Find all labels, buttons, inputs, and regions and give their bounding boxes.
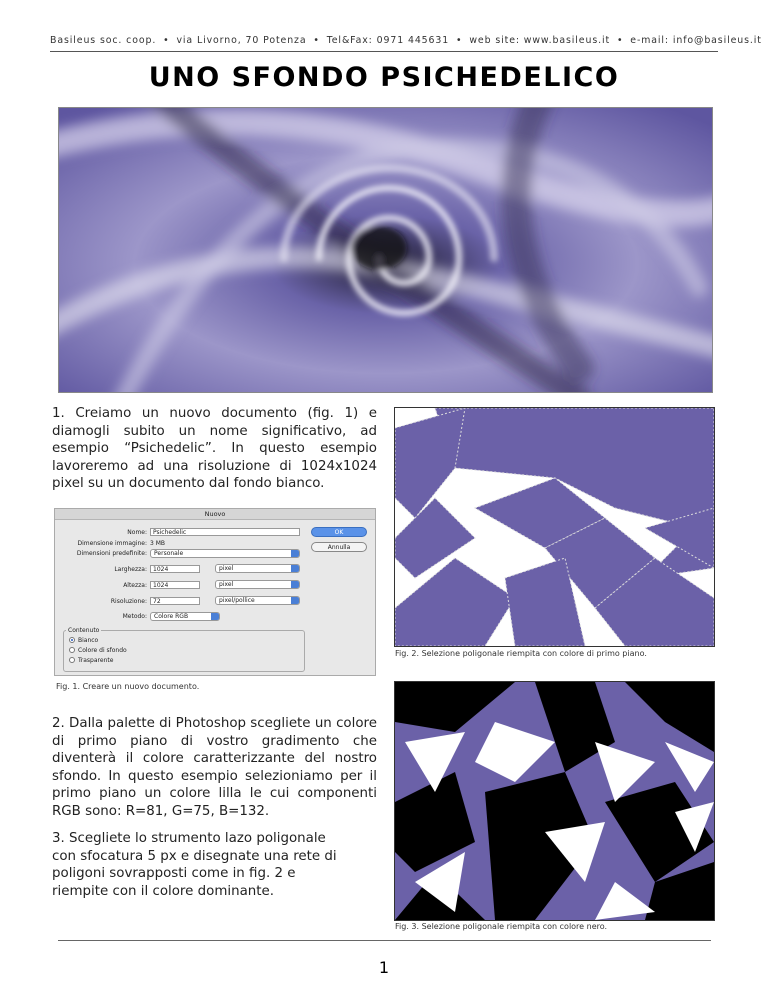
preset-value: Personale — [154, 550, 184, 557]
separator: • — [313, 35, 320, 46]
page-title: UNO SFONDO PSICHEDELICO — [148, 62, 620, 93]
radio-trasparente[interactable] — [69, 657, 75, 663]
chevron-down-icon — [291, 565, 299, 572]
width-unit-select[interactable] — [215, 564, 300, 573]
width-label: Larghezza: — [114, 566, 147, 573]
step-1-text: 1. Creiamo un nuovo documento (fig. 1) e diamogli subito un nome significativo, ad esempio “Psichedelic”. In questo esempio lavoreremo ad una risoluzione di 1024x1024 pixel su un documento dal fondo bianco. — [52, 406, 377, 492]
mode-value: Colore RGB — [154, 613, 189, 620]
name-field[interactable]: Psichedelic — [150, 528, 300, 536]
height-unit-value: pixel — [219, 581, 234, 588]
footer-divider — [58, 940, 711, 941]
radio-bianco[interactable] — [69, 637, 75, 643]
mode-select[interactable] — [150, 612, 220, 621]
separator: • — [456, 35, 463, 46]
cancel-button[interactable]: Annulla — [311, 542, 367, 552]
fig3-polygon-image — [394, 681, 715, 921]
separator: • — [616, 35, 624, 46]
hero-psychedelic-image — [58, 107, 713, 393]
page-header — [50, 35, 762, 46]
radio-colore-sfondo[interactable] — [69, 647, 75, 653]
height-label: Altezza: — [123, 582, 147, 589]
fig3-caption: Fig. 3. Selezione poligonale riempita con colore nero. — [395, 922, 608, 931]
fig2-polygon-image — [394, 407, 715, 647]
resolution-field[interactable]: 72 — [150, 597, 200, 605]
preset-select[interactable] — [150, 549, 300, 558]
header-website: web site: www.basileus.it — [469, 35, 611, 46]
step-2-text: 2. Dalla palette di Photoshop scegliete un colore di primo piano di vostro gradimento che diventerà il colore caratterizzante del nostro sfondo. In questo esempio selezioniamo per il primo piano un colore lilla le cui componenti RGB sono: R=81, G=75, B=132. — [52, 716, 377, 819]
radio-trasparente-label: Trasparente — [78, 657, 114, 664]
header-phone: Tel&Fax: 0971 445631 — [326, 35, 450, 46]
chevron-down-icon — [291, 581, 299, 588]
header-divider — [50, 51, 718, 52]
header-company: Basileus soc. coop. — [50, 35, 157, 46]
image-size-label: Dimensione immagine: — [77, 540, 147, 547]
resolution-unit-value: pixel/pollice — [219, 597, 255, 604]
contents-label: Contenuto — [68, 627, 100, 634]
separator: • — [163, 35, 170, 46]
dialog-title: Nuovo — [55, 509, 375, 520]
new-document-dialog — [54, 508, 376, 676]
header-email: e-mail: info@basileus.it — [630, 35, 762, 46]
name-label: Nome: — [127, 529, 147, 536]
fig2-graphic — [395, 408, 714, 646]
chevron-down-icon — [291, 597, 299, 604]
mode-label: Metodo: — [122, 613, 147, 620]
fig1-caption: Fig. 1. Creare un nuovo documento. — [56, 682, 200, 691]
preset-label: Dimensioni predefinite: — [76, 550, 147, 557]
fig2-caption: Fig. 2. Selezione poligonale riempita con colore di primo piano. — [395, 649, 647, 658]
chevron-down-icon — [291, 550, 299, 557]
radio-bianco-label: Bianco — [78, 637, 99, 644]
page-number: 1 — [378, 958, 390, 977]
step-3-text: 3. Scegliete lo strumento lazo poligonale con sfocatura 5 px e disegnate una rete di poligoni sovrapposti come in fig. 2 e riempite con il colore dominante. — [52, 831, 337, 899]
width-field[interactable]: 1024 — [150, 565, 200, 573]
width-unit-value: pixel — [219, 565, 234, 572]
chevron-down-icon — [211, 613, 219, 620]
resolution-unit-select[interactable] — [215, 596, 300, 605]
fig3-graphic — [395, 682, 714, 920]
radio-colore-sfondo-label: Colore di sfondo — [78, 647, 127, 654]
resolution-label: Risoluzione: — [110, 598, 147, 605]
ok-button[interactable]: OK — [311, 527, 367, 537]
height-unit-select[interactable] — [215, 580, 300, 589]
image-size-value: 3 MB — [150, 540, 166, 547]
height-field[interactable]: 1024 — [150, 581, 200, 589]
hero-swirl-graphic — [59, 108, 712, 392]
header-address: via Livorno, 70 Potenza — [176, 35, 307, 46]
